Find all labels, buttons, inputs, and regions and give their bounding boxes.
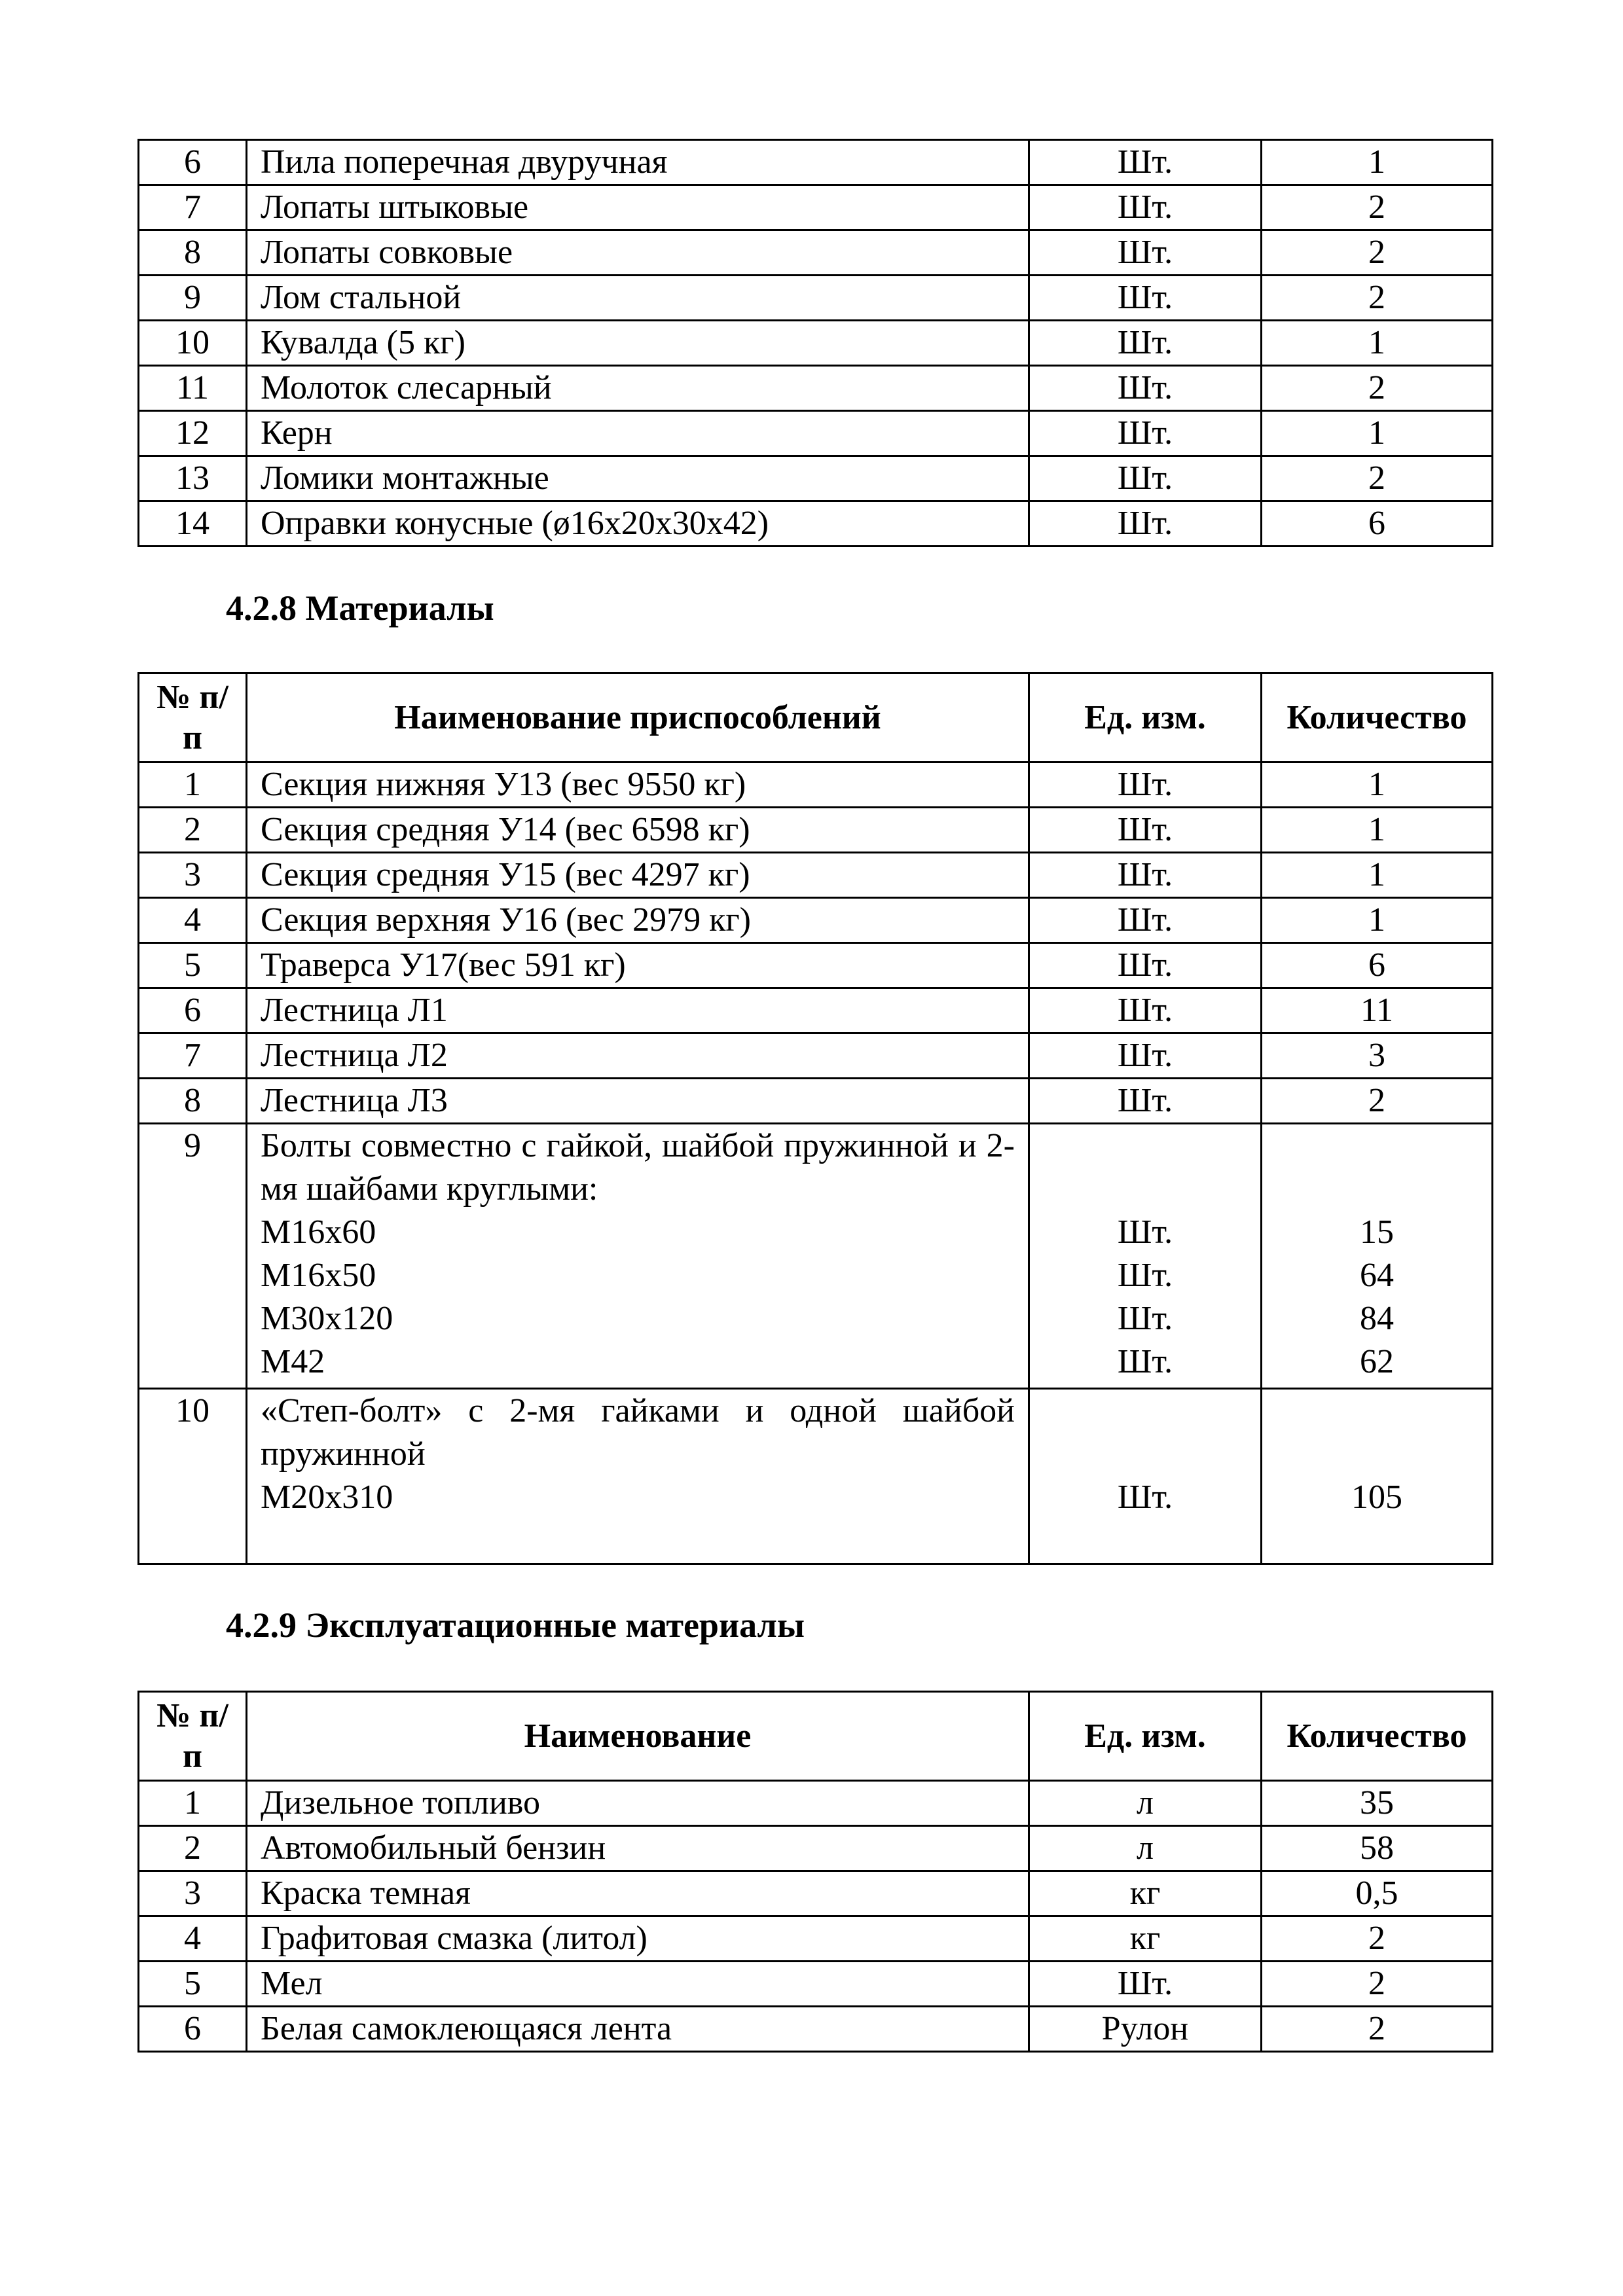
item-quantity-group [1262, 1124, 1493, 1389]
row-number: 6 [139, 988, 247, 1033]
item-quantity: 2 [1262, 185, 1493, 230]
item-unit-group [1029, 1124, 1262, 1389]
column-header-unit: Ед. изм. [1029, 1692, 1262, 1781]
item-unit: Шт. [1029, 276, 1262, 321]
item-quantity: 1 [1262, 853, 1493, 898]
table-row [139, 230, 1493, 276]
header-row [139, 673, 1493, 762]
column-header-number: № п/п [139, 673, 247, 762]
table-row [139, 898, 1493, 943]
item-size: М16х60 [261, 1213, 376, 1251]
item-name: Секция средняя У14 (вес 6598 кг) [247, 808, 1029, 853]
item-unit: Шт. [1029, 853, 1262, 898]
item-unit: кг [1029, 1916, 1262, 1962]
item-name: Лестница Л1 [247, 988, 1029, 1033]
item-quantity: 2 [1262, 230, 1493, 276]
item-quantity: 1 [1262, 898, 1493, 943]
table-row [139, 140, 1493, 185]
item-name: Белая самоклеющаяся лента [247, 2007, 1029, 2052]
column-header-unit: Ед. изм. [1029, 673, 1262, 762]
item-quantity: 3 [1262, 1033, 1493, 1079]
item-quantity: 11 [1262, 988, 1493, 1033]
item-name-group [247, 1389, 1029, 1564]
item-unit: Рулон [1029, 2007, 1262, 2052]
item-size: М16х50 [261, 1257, 376, 1294]
item-quantity-group [1262, 1389, 1493, 1564]
item-quantity: 2 [1262, 1916, 1493, 1962]
item-unit: Шт. [1029, 1079, 1262, 1124]
item-name: Графитовая смазка (литол) [247, 1916, 1029, 1962]
table-row [139, 1826, 1493, 1871]
item-quantity: 105 [1351, 1479, 1402, 1516]
item-unit: Шт. [1117, 1257, 1173, 1294]
item-quantity: 0,5 [1262, 1871, 1493, 1916]
item-quantity: 6 [1262, 943, 1493, 988]
table-row [139, 1079, 1493, 1124]
table-row [139, 988, 1493, 1033]
item-name: Секция верхняя У16 (вес 2979 кг) [247, 898, 1029, 943]
row-number: 7 [139, 185, 247, 230]
row-number: 1 [139, 1781, 247, 1826]
item-quantity: 84 [1360, 1300, 1394, 1337]
table-row [139, 366, 1493, 411]
item-unit: Шт. [1029, 140, 1262, 185]
row-number: 3 [139, 1871, 247, 1916]
item-name: Автомобильный бензин [247, 1826, 1029, 1871]
item-quantity: 6 [1262, 501, 1493, 547]
row-number: 13 [139, 456, 247, 501]
section-heading-operational-materials: 4.2.9 Эксплуатационные материалы [226, 1605, 805, 1645]
item-quantity: 2 [1262, 276, 1493, 321]
item-size: М30х120 [261, 1300, 393, 1337]
tools-table-body [139, 140, 1493, 547]
table-row [139, 2007, 1493, 2052]
operational-table-body [139, 1781, 1493, 2052]
column-header-name: Наименование приспособлений [247, 673, 1029, 762]
item-name: Лестница Л3 [247, 1079, 1029, 1124]
section-heading-materials: 4.2.8 Материалы [226, 588, 494, 628]
item-name: Молоток слесарный [247, 366, 1029, 411]
item-quantity: 2 [1262, 1079, 1493, 1124]
item-quantity: 1 [1262, 762, 1493, 808]
row-number: 3 [139, 853, 247, 898]
column-header-number: № п/п [139, 1692, 247, 1781]
item-unit: Шт. [1117, 1479, 1173, 1516]
table-row [139, 185, 1493, 230]
item-unit: Шт. [1117, 1300, 1173, 1337]
row-number: 6 [139, 2007, 247, 2052]
row-number: 12 [139, 411, 247, 456]
item-quantity: 1 [1262, 321, 1493, 366]
row-number: 9 [139, 276, 247, 321]
item-unit: Шт. [1029, 456, 1262, 501]
item-name: Керн [247, 411, 1029, 456]
item-quantity: 2 [1262, 456, 1493, 501]
item-unit: Шт. [1029, 411, 1262, 456]
table-row-step-bolt [139, 1389, 1493, 1564]
item-unit: Шт. [1029, 501, 1262, 547]
table-row [139, 853, 1493, 898]
item-quantity: 1 [1262, 808, 1493, 853]
item-unit: Шт. [1029, 762, 1262, 808]
item-quantity: 2 [1262, 2007, 1493, 2052]
item-size: М20х310 [261, 1479, 393, 1516]
item-unit: Шт. [1029, 943, 1262, 988]
item-unit: л [1029, 1781, 1262, 1826]
materials-table [137, 672, 1493, 1565]
column-header-quantity: Количество [1262, 1692, 1493, 1781]
item-name: Лестница Л2 [247, 1033, 1029, 1079]
column-header-name: Наименование [247, 1692, 1029, 1781]
item-name: Лом стальной [247, 276, 1029, 321]
item-unit: кг [1029, 1871, 1262, 1916]
item-quantity: 58 [1262, 1826, 1493, 1871]
item-quantity: 15 [1360, 1213, 1394, 1251]
row-number: 10 [139, 321, 247, 366]
item-name: Секция средняя У15 (вес 4297 кг) [247, 853, 1029, 898]
row-number: 10 [139, 1389, 247, 1564]
item-unit: Шт. [1029, 898, 1262, 943]
row-number: 7 [139, 1033, 247, 1079]
table-row [139, 1781, 1493, 1826]
row-number: 2 [139, 1826, 247, 1871]
item-name: Оправки конусные (ø16х20х30х42) [247, 501, 1029, 547]
item-name: Секция нижняя У13 (вес 9550 кг) [247, 762, 1029, 808]
table-row [139, 808, 1493, 853]
header-row [139, 1692, 1493, 1781]
item-unit: Шт. [1029, 808, 1262, 853]
operational-materials-table [137, 1691, 1493, 2053]
item-name: Траверса У17(вес 591 кг) [247, 943, 1029, 988]
table-row [139, 276, 1493, 321]
table-row [139, 321, 1493, 366]
item-unit: Шт. [1029, 1962, 1262, 2007]
item-description: Болты совместно с гайкой, шайбой пружинной и 2-мя шайбами круглыми: [261, 1127, 1015, 1208]
item-quantity: 1 [1262, 411, 1493, 456]
table-row [139, 1033, 1493, 1079]
row-number: 6 [139, 140, 247, 185]
item-quantity: 1 [1262, 140, 1493, 185]
table-row [139, 411, 1493, 456]
item-unit: Шт. [1029, 1033, 1262, 1079]
table-row [139, 456, 1493, 501]
item-quantity: 62 [1360, 1343, 1394, 1380]
row-number: 5 [139, 943, 247, 988]
item-quantity: 2 [1262, 366, 1493, 411]
item-size: М42 [261, 1343, 325, 1380]
table-row [139, 1962, 1493, 2007]
table-row [139, 1916, 1493, 1962]
item-quantity: 35 [1262, 1781, 1493, 1826]
item-name: Кувалда (5 кг) [247, 321, 1029, 366]
row-number: 4 [139, 1916, 247, 1962]
table-row [139, 943, 1493, 988]
item-quantity: 64 [1360, 1257, 1394, 1294]
operational-table-header [139, 1692, 1493, 1781]
materials-table-header [139, 673, 1493, 762]
row-number: 5 [139, 1962, 247, 2007]
item-name: Дизельное топливо [247, 1781, 1029, 1826]
row-number: 11 [139, 366, 247, 411]
item-name-group [247, 1124, 1029, 1389]
row-number: 4 [139, 898, 247, 943]
item-unit: Шт. [1029, 185, 1262, 230]
item-unit: Шт. [1029, 321, 1262, 366]
table-row [139, 501, 1493, 547]
item-description: «Степ-болт» с 2-мя гайками и одной шайбой пружинной [261, 1392, 1015, 1473]
item-unit-group [1029, 1389, 1262, 1564]
item-name: Лопаты штыковые [247, 185, 1029, 230]
item-name: Пила поперечная двуручная [247, 140, 1029, 185]
row-number: 14 [139, 501, 247, 547]
item-unit: Шт. [1117, 1343, 1173, 1380]
table-row-bolts [139, 1124, 1493, 1389]
row-number: 8 [139, 1079, 247, 1124]
row-number: 1 [139, 762, 247, 808]
table-row [139, 762, 1493, 808]
item-unit: Шт. [1029, 230, 1262, 276]
item-name: Лопаты совковые [247, 230, 1029, 276]
row-number: 9 [139, 1124, 247, 1389]
column-header-quantity: Количество [1262, 673, 1493, 762]
materials-table-body [139, 762, 1493, 1564]
item-unit: Шт. [1029, 988, 1262, 1033]
item-unit: Шт. [1029, 366, 1262, 411]
item-name: Мел [247, 1962, 1029, 2007]
table-row [139, 1871, 1493, 1916]
item-unit: л [1029, 1826, 1262, 1871]
tools-table-continued [137, 139, 1493, 547]
row-number: 8 [139, 230, 247, 276]
item-quantity: 2 [1262, 1962, 1493, 2007]
item-unit: Шт. [1117, 1213, 1173, 1251]
item-name: Краска темная [247, 1871, 1029, 1916]
item-name: Ломики монтажные [247, 456, 1029, 501]
row-number: 2 [139, 808, 247, 853]
